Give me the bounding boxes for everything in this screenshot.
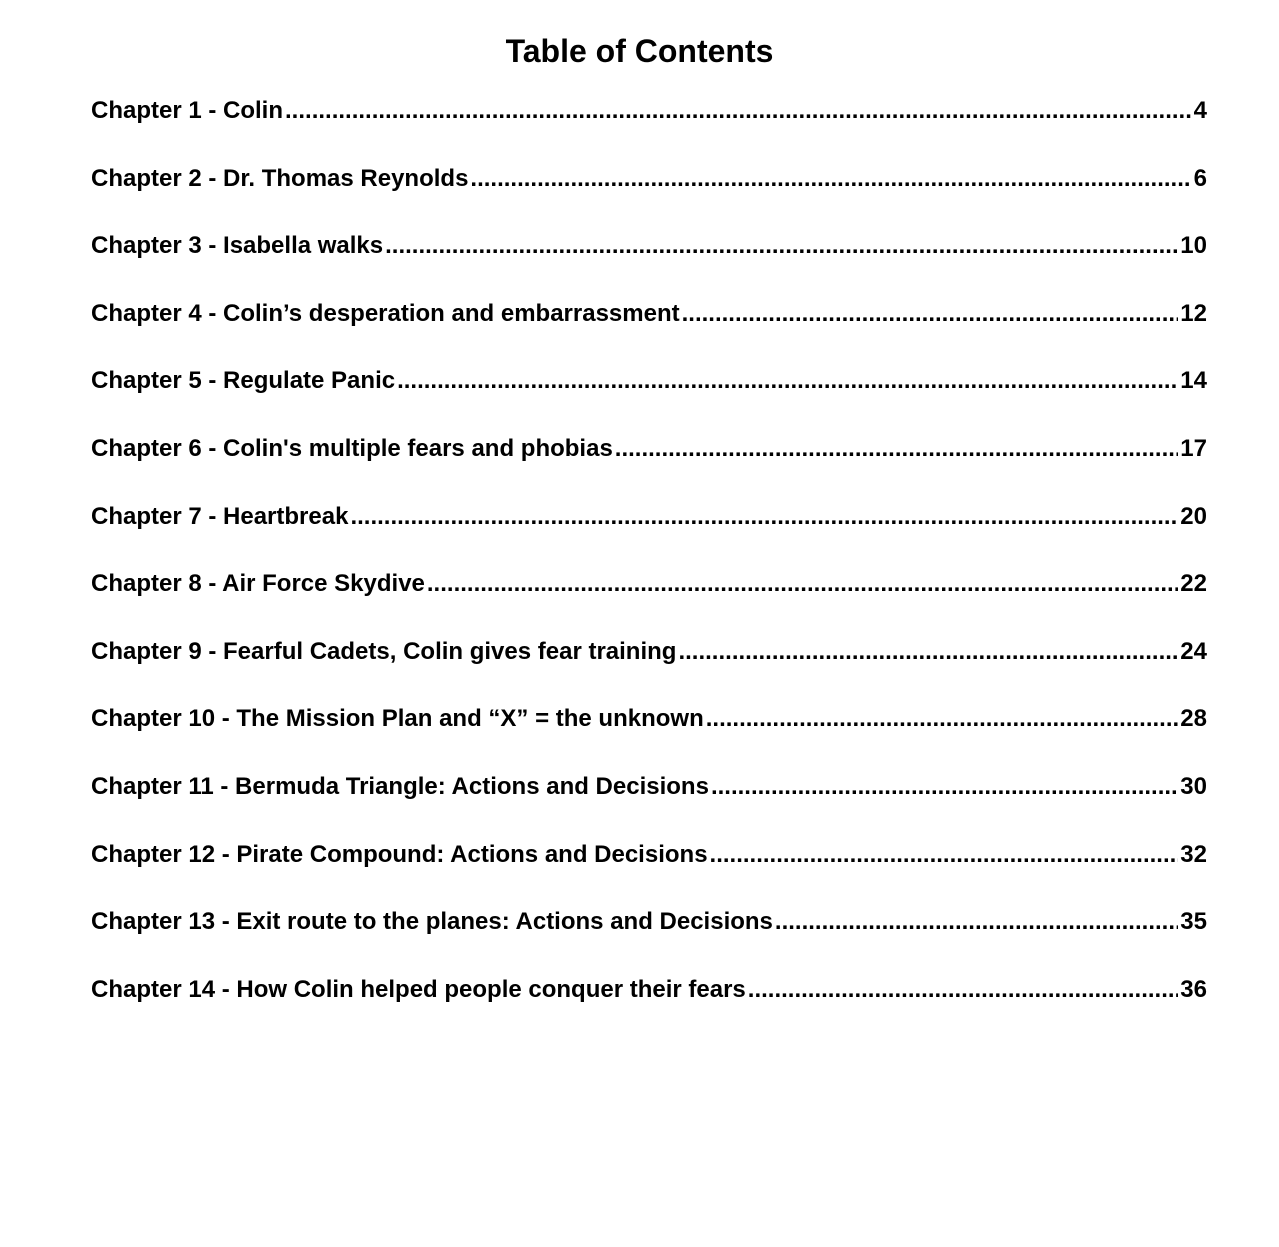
- toc-entry-page-number: 35: [1180, 908, 1207, 936]
- toc-entry-title: Chapter 14 - How Colin helped people conquer their fears: [91, 975, 746, 1003]
- toc-entry-chapter-5[interactable]: [91, 363, 1207, 431]
- toc-entry-chapter-11[interactable]: [91, 769, 1207, 837]
- dot-leader: [385, 228, 1178, 264]
- toc-entry-page-number: 6: [1193, 164, 1207, 192]
- dot-leader: [710, 837, 1179, 873]
- toc-entry-title: Chapter 12 - Pirate Compound: Actions and Decisions: [91, 840, 708, 868]
- toc-entry-chapter-1[interactable]: [91, 93, 1207, 161]
- dot-leader: [470, 161, 1191, 197]
- toc-entry-chapter-6[interactable]: [91, 431, 1207, 499]
- toc-entry-page-number: 17: [1180, 434, 1207, 462]
- toc-entry-chapter-8[interactable]: [91, 566, 1207, 634]
- toc-entry-title: Chapter 1 - Colin: [91, 97, 284, 124]
- toc-entry-title: Chapter 7 - Heartbreak: [91, 502, 349, 530]
- dot-leader: [711, 769, 1178, 805]
- toc-entry-page-number: 32: [1180, 840, 1207, 868]
- toc-entry-title: Chapter 9 - Fearful Cadets, Colin gives fear training: [91, 637, 677, 665]
- dot-leader: [615, 431, 1179, 467]
- toc-entry-page-number: 24: [1180, 637, 1207, 665]
- toc-entry-chapter-3[interactable]: [91, 228, 1207, 296]
- toc-entry-chapter-13[interactable]: [91, 904, 1207, 972]
- toc-entry-page-number: 20: [1180, 502, 1207, 530]
- dot-leader: [682, 296, 1179, 332]
- toc-entry-page-number: 10: [1180, 232, 1207, 260]
- toc-entry-title: Chapter 4 - Colin’s desperation and embarrassment: [91, 299, 680, 327]
- toc-entry-title: Chapter 13 - Exit route to the planes: Actions and Decisions: [91, 908, 773, 936]
- toc-entry-chapter-9[interactable]: [91, 634, 1207, 702]
- dot-leader: [285, 93, 1192, 129]
- dot-leader: [706, 701, 1179, 737]
- dot-leader: [775, 904, 1178, 940]
- toc-entry-page-number: 30: [1180, 772, 1207, 800]
- table-of-contents: [91, 93, 1207, 1039]
- toc-entry-chapter-7[interactable]: [91, 499, 1207, 567]
- page-title: Table of Contents: [505, 33, 774, 69]
- toc-entry-chapter-12[interactable]: [91, 837, 1207, 905]
- toc-entry-page-number: 22: [1180, 570, 1207, 598]
- toc-entry-title: Chapter 5 - Regulate Panic: [91, 367, 396, 395]
- toc-entry-title: Chapter 8 - Air Force Skydive: [91, 570, 425, 598]
- toc-entry-page-number: 4: [1193, 97, 1207, 124]
- toc-entry-page-number: 12: [1180, 299, 1207, 327]
- toc-entry-title: Chapter 10 - The Mission Plan and “X” = the unknown: [91, 705, 704, 733]
- toc-entry-page-number: 36: [1180, 975, 1207, 1003]
- toc-entry-page-number: 14: [1180, 367, 1207, 395]
- toc-entry-chapter-2[interactable]: [91, 161, 1207, 229]
- dot-leader: [427, 566, 1178, 602]
- toc-entry-title: Chapter 2 - Dr. Thomas Reynolds: [91, 164, 469, 192]
- dot-leader: [748, 972, 1179, 1008]
- dot-leader: [678, 634, 1178, 670]
- toc-entry-title: Chapter 11 - Bermuda Triangle: Actions and Decisions: [91, 772, 709, 800]
- toc-entry-title: Chapter 3 - Isabella walks: [91, 232, 384, 260]
- toc-entry-chapter-4[interactable]: [91, 296, 1207, 364]
- toc-entry-page-number: 28: [1180, 705, 1207, 733]
- toc-entry-title: Chapter 6 - Colin's multiple fears and phobias: [91, 434, 613, 462]
- toc-entry-chapter-14[interactable]: [91, 972, 1207, 1040]
- dot-leader: [397, 363, 1178, 399]
- dot-leader: [350, 499, 1178, 535]
- toc-entry-chapter-10[interactable]: [91, 701, 1207, 769]
